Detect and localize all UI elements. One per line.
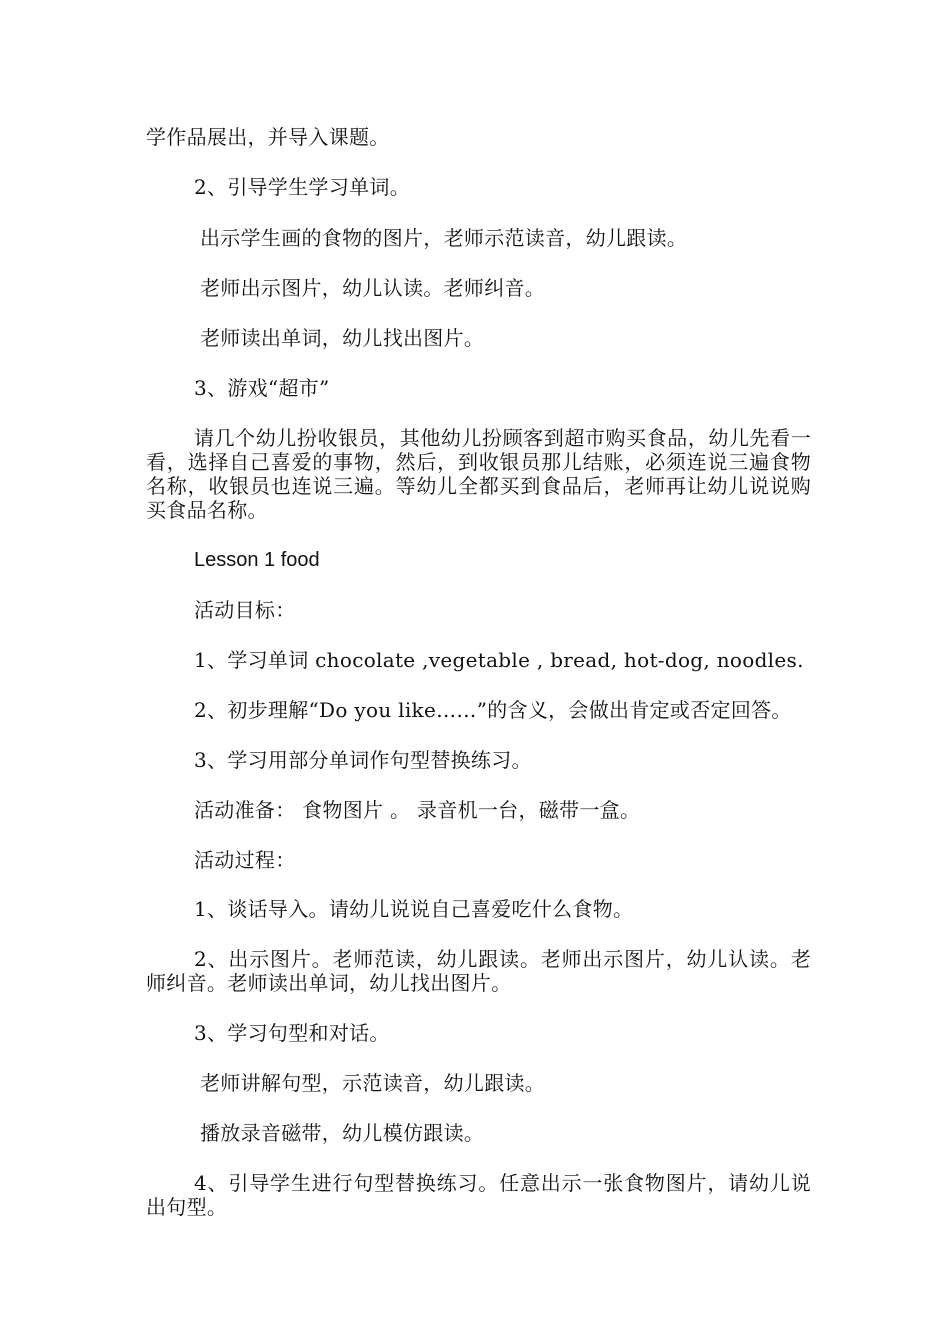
paragraph-teacher-shows: 老师出示图片，幼儿认读。老师纠音。 <box>200 276 546 300</box>
lesson-title: Lesson 1 food <box>194 549 320 571</box>
heading-activity-process: 活动过程： <box>194 848 296 872</box>
paragraph-step-2-words: 2、引导学生学习单词。 <box>194 175 411 199</box>
process-step-1: 1、谈话导入。请幼儿说说自己喜爱吃什么食物。 <box>194 897 634 921</box>
paragraph-supermarket-game: 请几个幼儿扮收银员，其他幼儿扮顾客到超市购买食品，幼儿先看一看，选择自己喜爱的事物，然后，到收银员那儿结账，必须连说三遍食物名称，收银员也连说三遍。等幼儿全都买到食品后，老师再让幼儿说说购买食品名称。 <box>146 426 811 522</box>
heading-activity-goals: 活动目标： <box>194 598 296 622</box>
paragraph-show-pictures: 出示学生画的食物的图片，老师示范读音，幼儿跟读。 <box>200 226 688 250</box>
paragraph-step-3-game: 3、游戏“超市” <box>194 376 330 400</box>
process-step-3-tape: 播放录音磁带，幼儿模仿跟读。 <box>200 1121 485 1145</box>
paragraph-intro-continuation: 学作品展出，并导入课题。 <box>146 125 390 149</box>
process-step-4: 4、引导学生进行句型替换练习。任意出示一张食物图片，请幼儿说出句型。 <box>146 1171 811 1219</box>
process-step-3: 3、学习句型和对话。 <box>194 1021 390 1045</box>
goal-1: 1、学习单词 chocolate ,vegetable , bread, hot-dog, noodles. <box>194 648 804 672</box>
goal-2: 2、初步理解“Do you like……”的含义，会做出肯定或否定回答。 <box>194 698 792 722</box>
goal-3: 3、学习用部分单词作句型替换练习。 <box>194 748 532 772</box>
activity-preparation: 活动准备： 食物图片 。 录音机一台，磁带一盒。 <box>194 798 641 822</box>
paragraph-teacher-reads: 老师读出单词，幼儿找出图片。 <box>200 326 485 350</box>
process-step-2: 2、出示图片。老师范读，幼儿跟读。老师出示图片，幼儿认读。老师纠音。老师读出单词，幼儿找出图片。 <box>146 947 811 995</box>
process-step-3-explain: 老师讲解句型，示范读音，幼儿跟读。 <box>200 1071 546 1095</box>
